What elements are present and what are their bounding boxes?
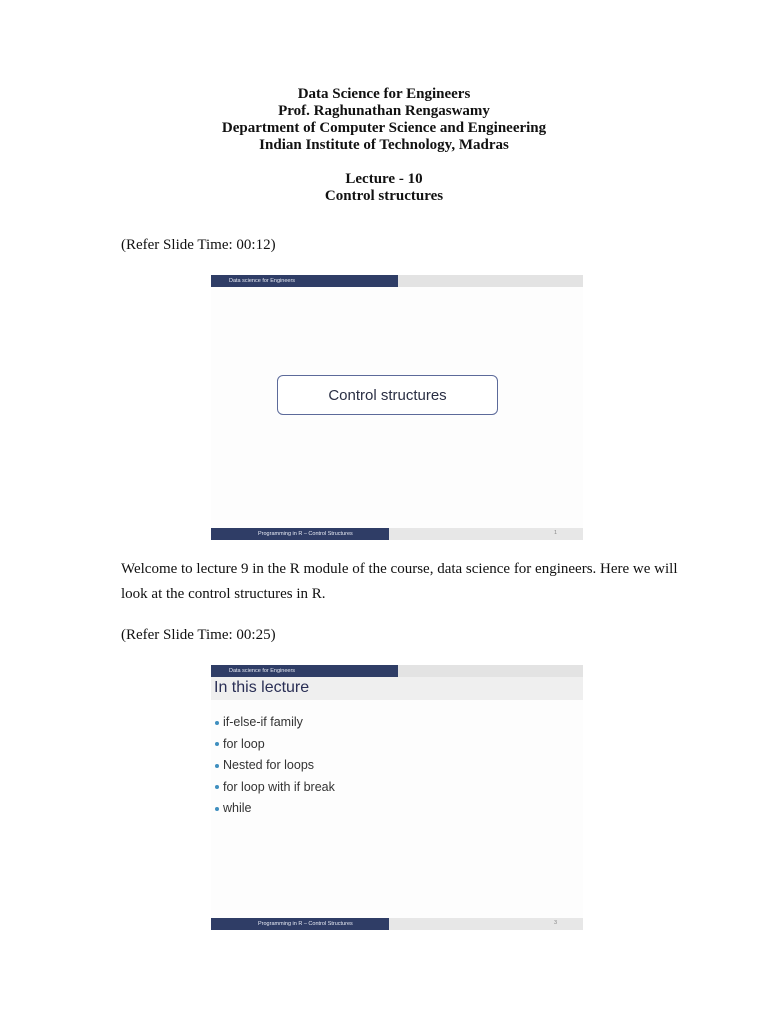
body-paragraph: Welcome to lecture 9 in the R module of the course, data science for engineers. Here we will look at the control structures in R. bbox=[121, 561, 678, 602]
list-item bbox=[215, 755, 335, 777]
slide-time-reference: (Refer Slide Time: 00:12) bbox=[121, 237, 276, 253]
slide-header-text: Data science for Engineers bbox=[229, 668, 296, 674]
lecture-topic: Control structures bbox=[324, 188, 444, 204]
slide-title: In this lecture bbox=[214, 679, 310, 696]
lecture-heading bbox=[0, 171, 768, 205]
institute-name: Indian Institute of Technology, Madras bbox=[259, 137, 509, 153]
lecture-number: Lecture - 10 bbox=[345, 171, 423, 187]
bullet-icon bbox=[215, 764, 219, 768]
bullet-text: if-else-if family bbox=[223, 715, 303, 729]
slide-bullet-list bbox=[215, 712, 335, 820]
slide-footer-bar bbox=[211, 918, 583, 930]
slide-page-number: 1 bbox=[553, 530, 557, 536]
document-header bbox=[0, 86, 768, 154]
bullet-text: for loop with if break bbox=[223, 779, 335, 794]
bullet-icon bbox=[215, 742, 219, 746]
department-name: Department of Computer Science and Engineering bbox=[221, 120, 547, 136]
slide-title-box: Control structures bbox=[277, 375, 498, 415]
list-item bbox=[215, 712, 335, 734]
slide-header-bar bbox=[211, 275, 583, 287]
slide-header-bar bbox=[211, 665, 583, 677]
bullet-icon bbox=[215, 785, 219, 789]
slide-footer-text: Programming in R – Control Structures bbox=[258, 531, 353, 537]
professor-name: Prof. Raghunathan Rengaswamy bbox=[278, 103, 490, 119]
slide-title-bar bbox=[211, 677, 583, 700]
bullet-text: for loop bbox=[223, 736, 265, 751]
slide-page-number: 3 bbox=[553, 920, 557, 926]
bullet-icon bbox=[215, 721, 219, 725]
course-title: Data Science for Engineers bbox=[297, 86, 471, 102]
list-item bbox=[215, 798, 335, 820]
bullet-icon bbox=[215, 807, 219, 811]
list-item bbox=[215, 777, 335, 799]
slide-footer-text: Programming in R – Control Structures bbox=[258, 921, 353, 927]
bullet-text: Nested for loops bbox=[223, 758, 315, 773]
slide-header-text: Data science for Engineers bbox=[229, 278, 296, 284]
bullet-text: while bbox=[223, 801, 252, 816]
slide-time-reference: (Refer Slide Time: 00:25) bbox=[121, 627, 276, 643]
list-item bbox=[215, 734, 335, 756]
slide-image bbox=[211, 665, 583, 930]
slide-image bbox=[211, 275, 583, 540]
slide-footer-bar bbox=[211, 528, 583, 540]
